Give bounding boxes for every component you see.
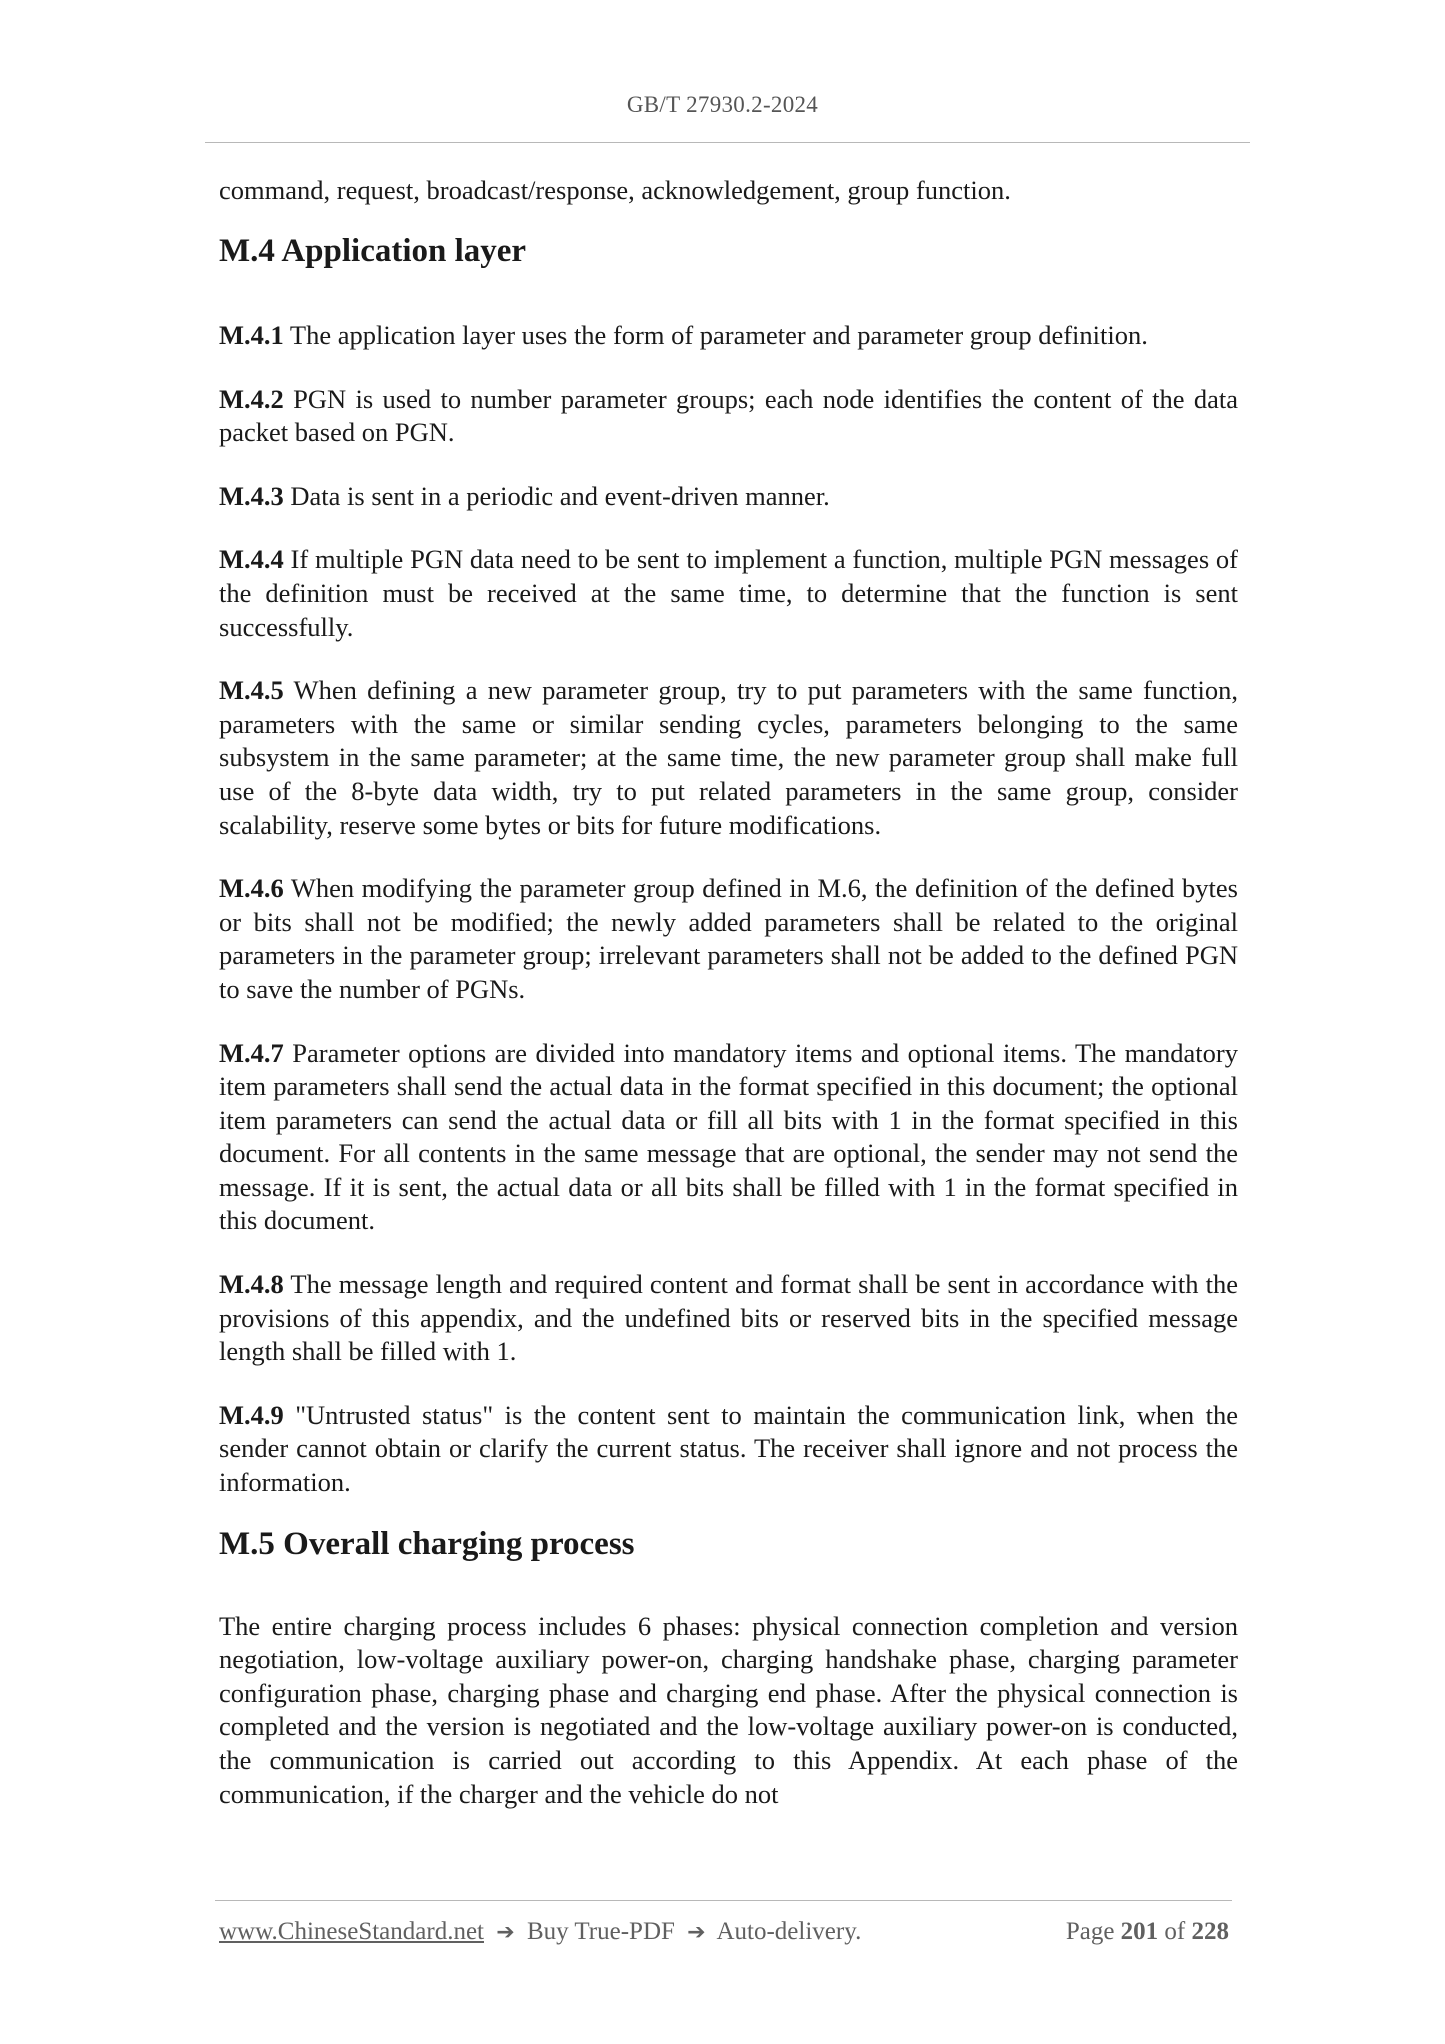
buy-true-pdf-text: Buy True-PDF (526, 1918, 675, 1945)
header-title: GB/T 27930.2-2024 (626, 92, 819, 117)
section-m5-body: The entire charging process includes 6 phases: physical connection completion and version negotiation, low-voltage auxiliary power-on, charging handshake phase, charging parameter configuration phase, charging phase and charging end phase. After the physical connection is completed and the version is negotiated and the low-voltage auxiliary power-on is conducted, the communication is carried out according to this Appendix. At each phase of the communication, if the charger and the vehicle do not (219, 1610, 1238, 1809)
clause-number: M.4.1 (219, 320, 284, 350)
clause-m-4-7 (219, 1037, 1238, 1239)
header-divider (205, 142, 1250, 143)
lead-text: command, request, broadcast/response, acknowledgement, group function. (219, 175, 1011, 205)
clause-m-4-5 (219, 674, 1238, 842)
arrow-right-icon: ➔ (496, 1920, 515, 1945)
clause-text: The message length and required content and format shall be sent in accordance with the provisions of this appendix, and the undefined bits or reserved bits in the specified message length shall be filled with 1. (219, 1269, 1238, 1367)
clause-text: Data is sent in a periodic and event-driven manner. (283, 480, 830, 511)
footer-links (219, 1918, 861, 1946)
clause-number: M.4.3 (219, 480, 284, 511)
of-label: of (1164, 1918, 1186, 1945)
page-indicator (1066, 1918, 1229, 1946)
clause-text: When defining a new parameter group, try to put parameters with the same function, parameters with the same or similar sending cycles, parameters belonging to the same subsystem in the same parameter; at the same time, the new parameter group shall make full use of the 8-byte data width, try to put related parameters in the same group, consider scalability, reserve some bytes or bits for future modifications. (219, 675, 1238, 840)
current-page-number: 201 (1120, 1918, 1159, 1945)
clause-m-4-2 (219, 383, 1238, 450)
clause-m-4-9 (219, 1399, 1238, 1500)
arrow-right-icon: ➔ (687, 1920, 706, 1945)
auto-delivery-text: Auto-delivery. (716, 1918, 862, 1945)
clause-text: Parameter options are divided into mandatory items and optional items. The mandatory item parameters shall send the actual data in the format specified in this document; the optional item parameters can send the actual data or fill all bits with 1 in the format specified in this document. For all contents in the same message that are optional, the sender may not send the message. If it is sent, the actual data or all bits shall be filled with 1 in the format specified in this document. (219, 1037, 1238, 1236)
clause-number: M.4.9 (219, 1399, 284, 1430)
clause-text: The application layer uses the form of parameter and parameter group definition. (283, 320, 1148, 350)
clause-text: "Untrusted status" is the content sent to maintain the communication link, when the sender cannot obtain or clarify the current status. The receiver shall ignore and not process the information. (219, 1399, 1238, 1498)
clause-number: M.4.4 (219, 544, 284, 575)
clause-text: PGN is used to number parameter groups; each node identifies the content of the data packet based on PGN. (219, 383, 1238, 448)
clause-number: M.4.7 (219, 1037, 284, 1068)
clause-number: M.4.2 (219, 383, 284, 414)
clause-m-4-1 (219, 319, 1238, 353)
total-page-count: 228 (1191, 1918, 1229, 1945)
clause-number: M.4.6 (219, 873, 284, 904)
chinese-standard-link[interactable]: www.ChineseStandard.net (219, 1918, 484, 1945)
clause-number: M.4.8 (219, 1269, 284, 1300)
clause-m-4-6 (219, 872, 1238, 1006)
page-footer (219, 1918, 1229, 1954)
clause-number: M.4.5 (219, 675, 284, 706)
clause-m-4-4 (219, 543, 1238, 644)
clause-m-4-3 (219, 480, 1238, 514)
clause-m-4-8 (219, 1268, 1238, 1369)
clause-text: If multiple PGN data need to be sent to implement a function, multiple PGN messages of the definition must be received at the same time, to determine that the function is sent successfully. (219, 544, 1238, 642)
page-label: Page (1065, 1918, 1115, 1945)
clause-text: When modifying the parameter group defined in M.6, the definition of the defined bytes or bits shall not be modified; the newly added parameters shall be related to the original parameters in the parameter group; irrelevant parameters shall not be added to the defined PGN to save the number of PGNs. (219, 873, 1238, 1004)
document-body (219, 173, 1238, 1811)
section-heading-m4: M.4 Application layer (219, 233, 527, 269)
section-heading-m5: M.5 Overall charging process (219, 1525, 635, 1562)
footer-divider (215, 1900, 1232, 1901)
